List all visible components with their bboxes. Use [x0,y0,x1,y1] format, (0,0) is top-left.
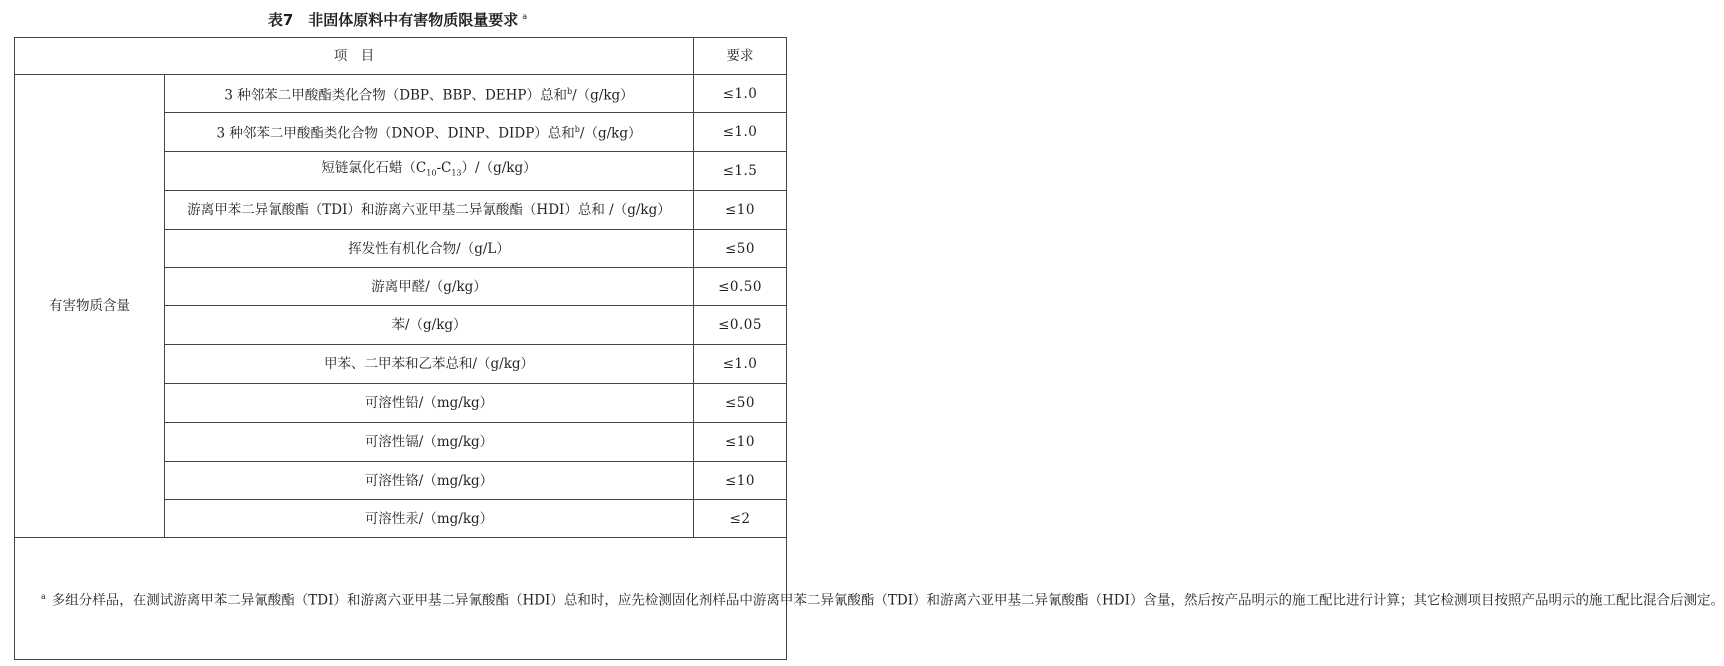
requirement-cell: ≤2 [694,500,787,538]
table-row [15,75,787,113]
requirement-cell: ≤10 [694,191,787,230]
item-unit: ）/（g/kg） [461,160,537,177]
item-text: 可溶性铅/（mg/kg） [364,395,494,411]
item-footnote-mark: b [566,86,573,96]
item-cell [165,423,694,462]
item-cell [165,345,694,384]
item-cell [165,152,694,191]
item-cell [165,268,694,306]
item-text-mid: -C [436,160,452,177]
item-subscript: 13 [451,168,462,178]
item-cell [165,500,694,538]
requirement-cell: ≤1.0 [694,113,787,152]
footnote-mark: a [41,591,46,601]
header-row [15,38,787,75]
requirement-cell: ≤1.0 [694,75,787,113]
table-title-text: 表7 非固体原料中有害物质限量要求 [267,11,519,29]
item-text: 可溶性铬/（mg/kg） [364,472,494,489]
item-text: 游离甲苯二异氰酸酯（TDI）和游离六亚甲基二异氰酸酯（HDI）总和 /（g/kg） [187,202,671,218]
requirement-cell: ≤10 [694,423,787,462]
requirement-cell: ≤50 [694,230,787,268]
table-title [0,6,795,28]
footnote-cell [15,538,1724,660]
item-text: 游离甲醛/（g/kg） [371,278,487,295]
item-cell [165,230,694,268]
item-text: 3 种邻苯二甲酸酯类化合物（DBP、BBP、DEHP）总和 [224,87,567,104]
item-subscript: 10 [426,168,437,178]
requirement-cell: ≤1.0 [694,345,787,384]
header-item: 项 目 [15,38,694,75]
item-unit: /（g/kg） [572,87,634,104]
limits-table-body [15,38,1724,660]
item-text: 可溶性汞/（mg/kg） [364,510,494,527]
item-text: 短链氯化石蜡（C [321,160,427,177]
item-cell [165,306,694,345]
item-text: 甲苯、二甲苯和乙苯总和/（g/kg） [323,356,535,372]
requirement-cell: ≤50 [694,384,787,423]
item-text: 可溶性镉/（mg/kg） [364,434,494,450]
requirement-cell: ≤0.05 [694,306,787,345]
item-footnote-mark: b [574,125,580,135]
table-title-note-mark: a [522,12,528,21]
requirement-cell: ≤10 [694,462,787,500]
item-text: 3 种邻苯二甲酸酯类化合物（DNOP、DINP、DIDP）总和 [216,125,575,142]
limits-table [14,37,1724,660]
requirement-cell: ≤0.50 [694,268,787,306]
footnote-row [15,538,787,660]
item-cell [165,462,694,500]
item-cell [165,113,694,152]
item-unit: /（g/kg） [579,125,642,142]
item-text: 挥发性有机化合物/（g/L） [348,240,510,257]
item-text: 苯/（g/kg） [391,317,467,333]
item-cell [165,191,694,230]
header-requirement: 要求 [694,38,787,75]
item-cell [165,384,694,423]
footnote-text: 多组分样品，在测试游离甲苯二异氰酸酯（TDI）和游离六亚甲基二异氰酸酯（HDI）总和时，应先检测固化剂样品中游离甲苯二异氰酸酯（TDI）和游离六亚甲基二异氰酸酯（HDI）含量，然后按产品明示的施工配比进行计算；其它检测项目按照产品明示的施工配比混合后测定。 [51,592,1724,609]
item-cell [165,75,694,113]
requirement-cell: ≤1.5 [694,152,787,191]
category-cell: 有害物质含量 [15,75,165,538]
